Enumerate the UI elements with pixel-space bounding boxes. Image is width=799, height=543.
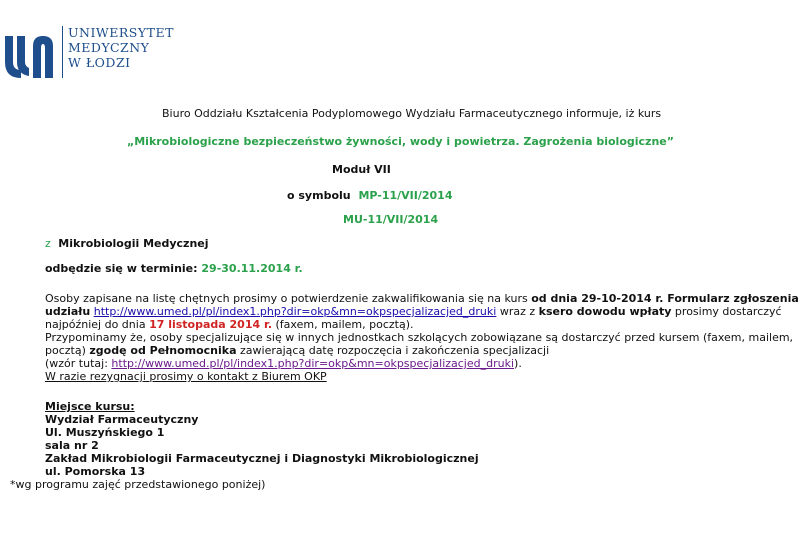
para1-line2 xyxy=(45,305,782,318)
date-line xyxy=(45,262,303,275)
date-value: 29-30.11.2014 r. xyxy=(201,262,303,275)
venue-line: Wydział Farmaceutyczny xyxy=(45,413,199,426)
symbol-1: MP-11/VII/2014 xyxy=(358,189,453,202)
para1-line3 xyxy=(45,318,414,331)
subject-name: Mikrobiologii Medycznej xyxy=(58,237,209,250)
para2-line2 xyxy=(45,344,549,357)
subject-line xyxy=(45,237,209,250)
symbol-line xyxy=(287,189,453,202)
para1-text3: prosimy dostarczyć xyxy=(671,305,782,318)
para2-text: pocztą) xyxy=(45,344,90,357)
logo-line-3: W ŁODZI xyxy=(68,55,131,70)
deadline-prefix: najpóźniej do dnia xyxy=(45,318,150,331)
course-title: „Mikrobiologiczne bezpieczeństwo żywności, wody i powietrza. Zagrożenia biologiczne” xyxy=(127,135,674,148)
venue-line: Zakład Mikrobiologii Farmaceutycznej i Diagnostyki Mikrobiologicznej xyxy=(45,452,479,465)
symbol-2: MU-11/VII/2014 xyxy=(343,213,439,226)
para2-text2: zawierającą datę rozpoczęcia i zakończenia specjalizacji xyxy=(236,344,550,357)
template-suffix: ). xyxy=(514,357,522,370)
symbol-label: o symbolu xyxy=(287,189,351,202)
logo-line-1: UNIWERSYTET xyxy=(68,25,174,40)
forms-link[interactable]: http://www.umed.pl/pl/index1.php?dir=okp&mn=okpspecjalizacjed_druki xyxy=(93,305,497,318)
para1-text: Osoby zapisane na listę chętnych prosimy o potwierdzenie zakwalifikowania się na kurs xyxy=(45,292,532,305)
template-link[interactable]: http://www.umed.pl/pl/index1.php?dir=okp&mn=okpspecjalizacjed_druki xyxy=(111,357,515,370)
footnote: *wg programu zajęć przedstawionego poniżej) xyxy=(10,478,266,491)
para2-line3 xyxy=(45,357,522,370)
venue-heading: Miejsce kursu: xyxy=(45,400,135,413)
logo-line-2: MEDYCZNY xyxy=(68,40,150,55)
um-logo-mark-icon xyxy=(3,32,59,78)
para1-text2: wraz z xyxy=(496,305,539,318)
university-logo xyxy=(3,24,174,86)
date-label: odbędzie się w terminie: xyxy=(45,262,198,275)
subject-prefix: z xyxy=(45,237,51,250)
module-label: Moduł VII xyxy=(332,163,391,176)
payment-proof-bold: ksero dowodu wpłaty xyxy=(538,305,672,318)
deadline-date: 17 listopada 2014 r. xyxy=(149,318,273,331)
consent-bold: zgodę od Pełnomocnika xyxy=(89,344,237,357)
resignation-note: W razie rezygnacji prosimy o kontakt z Biurem OKP xyxy=(45,370,327,383)
venue-line: sala nr 2 xyxy=(45,439,99,452)
para1-line1 xyxy=(45,292,799,305)
para2-line1: Przypominamy że, osoby specjalizujące się w innych jednostkach szkolących zobowiązane są dostarczyć przed kursem (faxem, mailem, xyxy=(45,331,794,344)
deadline-suffix: (faxem, mailem, pocztą). xyxy=(272,318,414,331)
logo-divider xyxy=(62,26,63,78)
template-prefix: (wzór tutaj: xyxy=(45,357,112,370)
para1-udzialu: udziału xyxy=(45,305,91,318)
para1-date-bold: od dnia 29-10-2014 r. Formularz zgłoszenia xyxy=(531,292,799,305)
venue-line: Ul. Muszyńskiego 1 xyxy=(45,426,165,439)
intro-text: Biuro Oddziału Kształcenia Podyplomowego Wydziału Farmaceutycznego informuje, iż kurs xyxy=(162,107,662,120)
venue-line: ul. Pomorska 13 xyxy=(45,465,146,478)
